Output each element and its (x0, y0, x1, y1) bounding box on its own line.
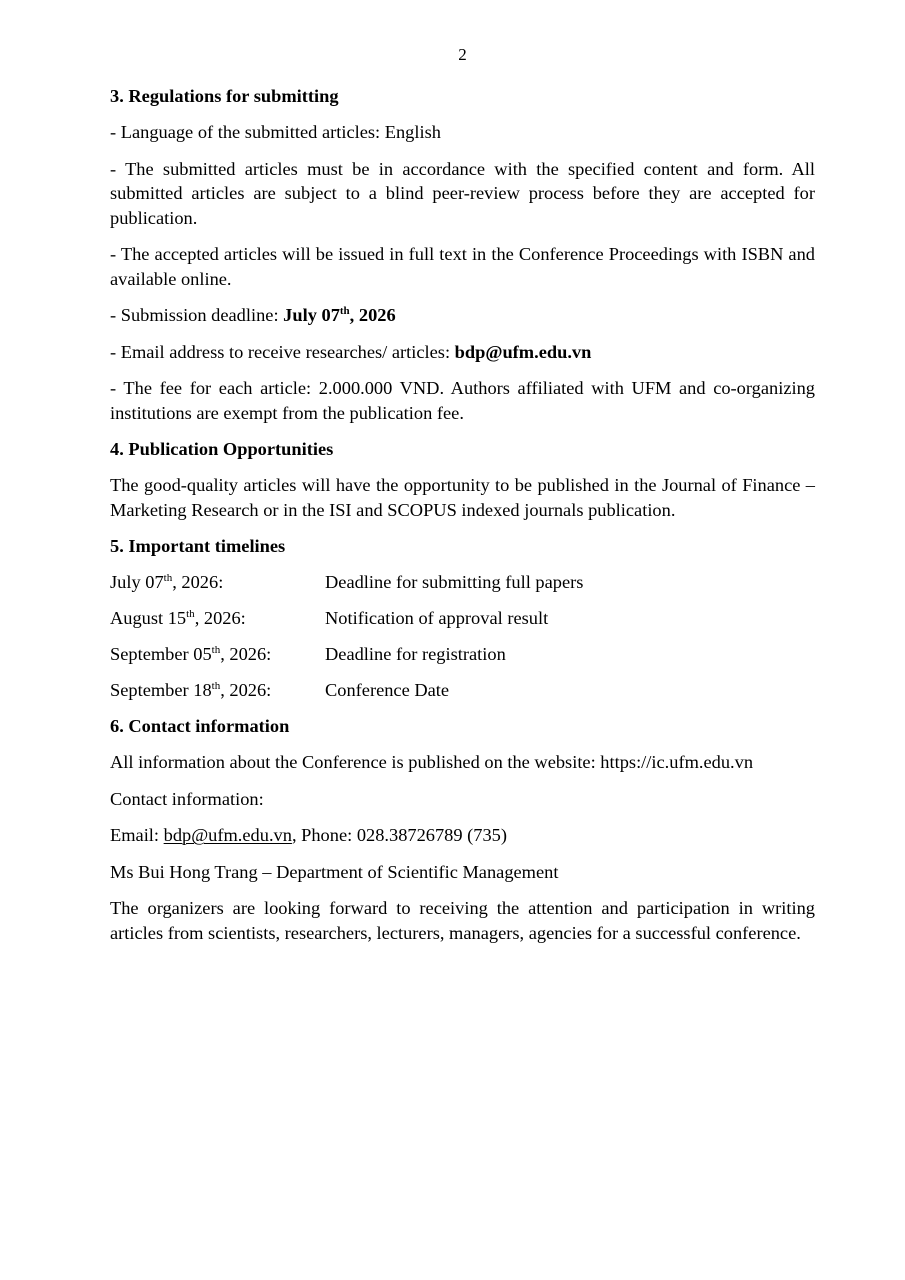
deadline-ordinal: th (339, 305, 350, 317)
date-text: September 05 (110, 644, 212, 664)
date-year: , 2026: (194, 608, 246, 628)
deadline-label: - Submission deadline: (110, 305, 284, 325)
email-prefix: Email: (110, 825, 164, 845)
closing-paragraph: The organizers are looking forward to receiving the attention and participation in writing articles from scientists, researchers, lecturers, managers, agencies for a successful conference. (110, 898, 815, 943)
page-number: 2 (458, 45, 467, 64)
contact-person: Ms Bui Hong Trang – Department of Scientific Management (110, 861, 559, 882)
timeline-date (110, 606, 325, 630)
email-link[interactable]: bdp@ufm.edu.vn (163, 825, 292, 845)
timeline-event: Deadline for registration (325, 644, 506, 664)
language-item: - Language of the submitted articles: English (110, 122, 441, 142)
section-4-heading: 4. Publication Opportunities (110, 439, 334, 459)
date-text: July 07 (110, 572, 164, 592)
date-text: September 18 (110, 680, 212, 700)
email-label: - Email address to receive researches/ articles: (110, 341, 455, 362)
section-3-heading: 3. Regulations for submitting (110, 86, 339, 106)
timeline-row (110, 642, 815, 666)
date-text: August 15 (110, 608, 187, 628)
timeline-event: Conference Date (325, 680, 450, 700)
date-ordinal: th (211, 644, 221, 656)
deadline-value (283, 305, 395, 325)
section-6-heading: 6. Contact information (110, 716, 290, 736)
publication-opportunities-text: The good-quality articles will have the opportunity to be published in the Journal of Finance – Marketing Research or in the ISI and SCOPUS indexed journals publication. (110, 475, 815, 520)
timeline-date (110, 642, 325, 666)
email-item (110, 340, 815, 365)
section-5-heading: 5. Important timelines (110, 536, 286, 556)
email-phone-line (110, 823, 815, 848)
timeline-event: Notification of approval result (325, 608, 549, 628)
document-body (110, 84, 815, 945)
email-value: bdp@ufm.edu.vn (454, 341, 592, 362)
accordance-item: - The submitted articles must be in accordance with the specified content and form. All submitted articles are subject to a blind peer-review process before they are accepted for publication. (110, 158, 815, 228)
contact-label: Contact information: (110, 788, 264, 809)
deadline-year: , 2026 (349, 305, 396, 325)
website-line: All information about the Conference is published on the website: https://ic.ufm.edu.vn (110, 752, 754, 772)
timeline-date (110, 570, 325, 594)
date-year: , 2026: (220, 680, 272, 700)
timeline-row (110, 678, 815, 702)
date-ordinal: th (163, 572, 173, 584)
timeline-date (110, 678, 325, 702)
date-ordinal: th (186, 608, 195, 620)
submission-deadline-item (110, 303, 815, 328)
phone-text: , Phone: 028.38726789 (735) (291, 825, 507, 845)
timeline-event: Deadline for submitting full papers (325, 572, 584, 592)
deadline-date: July 07 (283, 305, 340, 325)
date-year: , 2026: (220, 644, 272, 664)
timeline-row (110, 570, 815, 594)
date-year: , 2026: (172, 572, 224, 592)
fee-item: - The fee for each article: 2.000.000 VND. Authors affiliated with UFM and co-organizing institutions are exempt from the publication fee. (110, 378, 815, 423)
proceedings-item: - The accepted articles will be issued in full text in the Conference Proceedings with ISBN and available online. (110, 244, 815, 289)
timeline-table (110, 570, 815, 702)
timeline-row (110, 606, 815, 630)
date-ordinal: th (211, 680, 221, 692)
